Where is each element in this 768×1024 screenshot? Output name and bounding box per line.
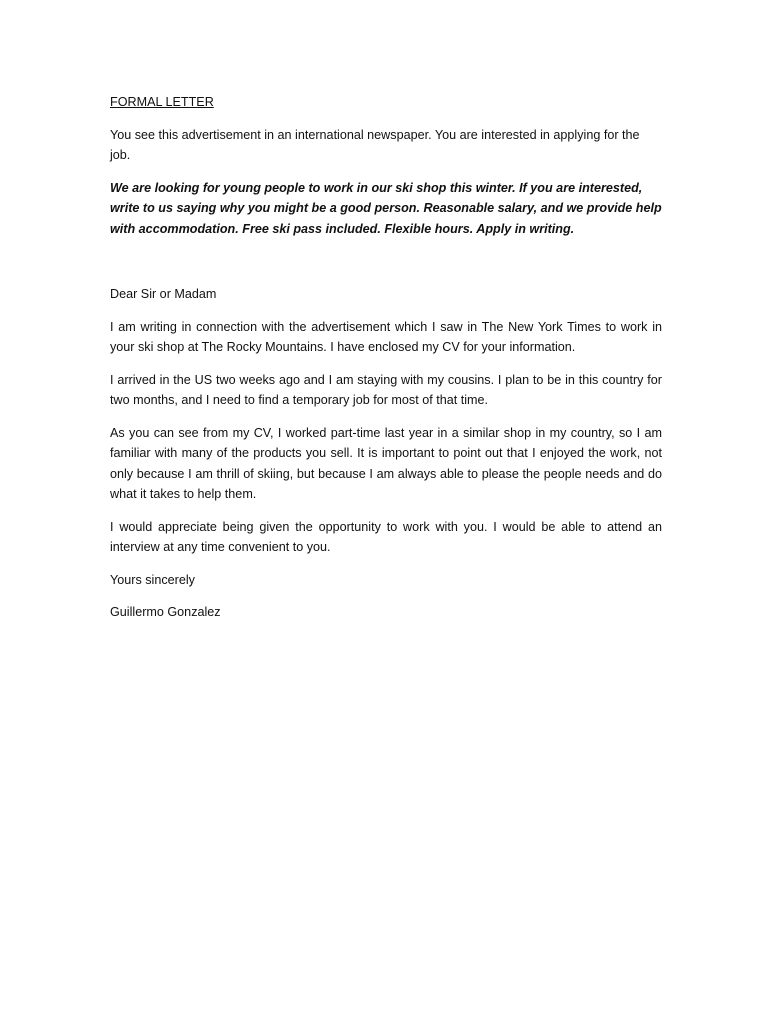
letter-closing: Yours sincerely	[110, 572, 195, 587]
letter-page	[110, 92, 662, 623]
advertisement-text: We are looking for young people to work in our ski shop this winter. If you are interested, write to us saying why you might be a good person. Reasonable salary, and we provide help with accommodation. Free ski pass included. Flexible hours. Apply in writing.	[110, 180, 662, 236]
letter-paragraph-3: As you can see from my CV, I worked part-time last year in a similar shop in my country, so I am familiar with many of the products you sell. It is important to point out that I enjoyed the work, not only because I am thrill of skiing, but because I am always able to please the people needs and do what it takes to help them.	[110, 425, 662, 501]
letter-salutation: Dear Sir or Madam	[110, 287, 217, 301]
letter-paragraph-2: I arrived in the US two weeks ago and I am staying with my cousins. I plan to be in this country for two months, and I need to find a temporary job for most of that time.	[110, 372, 662, 407]
letter-signature: Guillermo Gonzalez	[110, 605, 221, 619]
letter-paragraph-4: I would appreciate being given the opportunity to work with you. I would be able to attend an interview at any time convenient to you.	[110, 519, 662, 554]
task-prompt: You see this advertisement in an international newspaper. You are interested in applying for the job.	[110, 127, 640, 162]
letter-paragraph-1: I am writing in connection with the advertisement which I saw in The New York Times to work in your ski shop at The Rocky Mountains. I have enclosed my CV for your information.	[110, 319, 662, 354]
document-heading: FORMAL LETTER	[110, 95, 214, 109]
